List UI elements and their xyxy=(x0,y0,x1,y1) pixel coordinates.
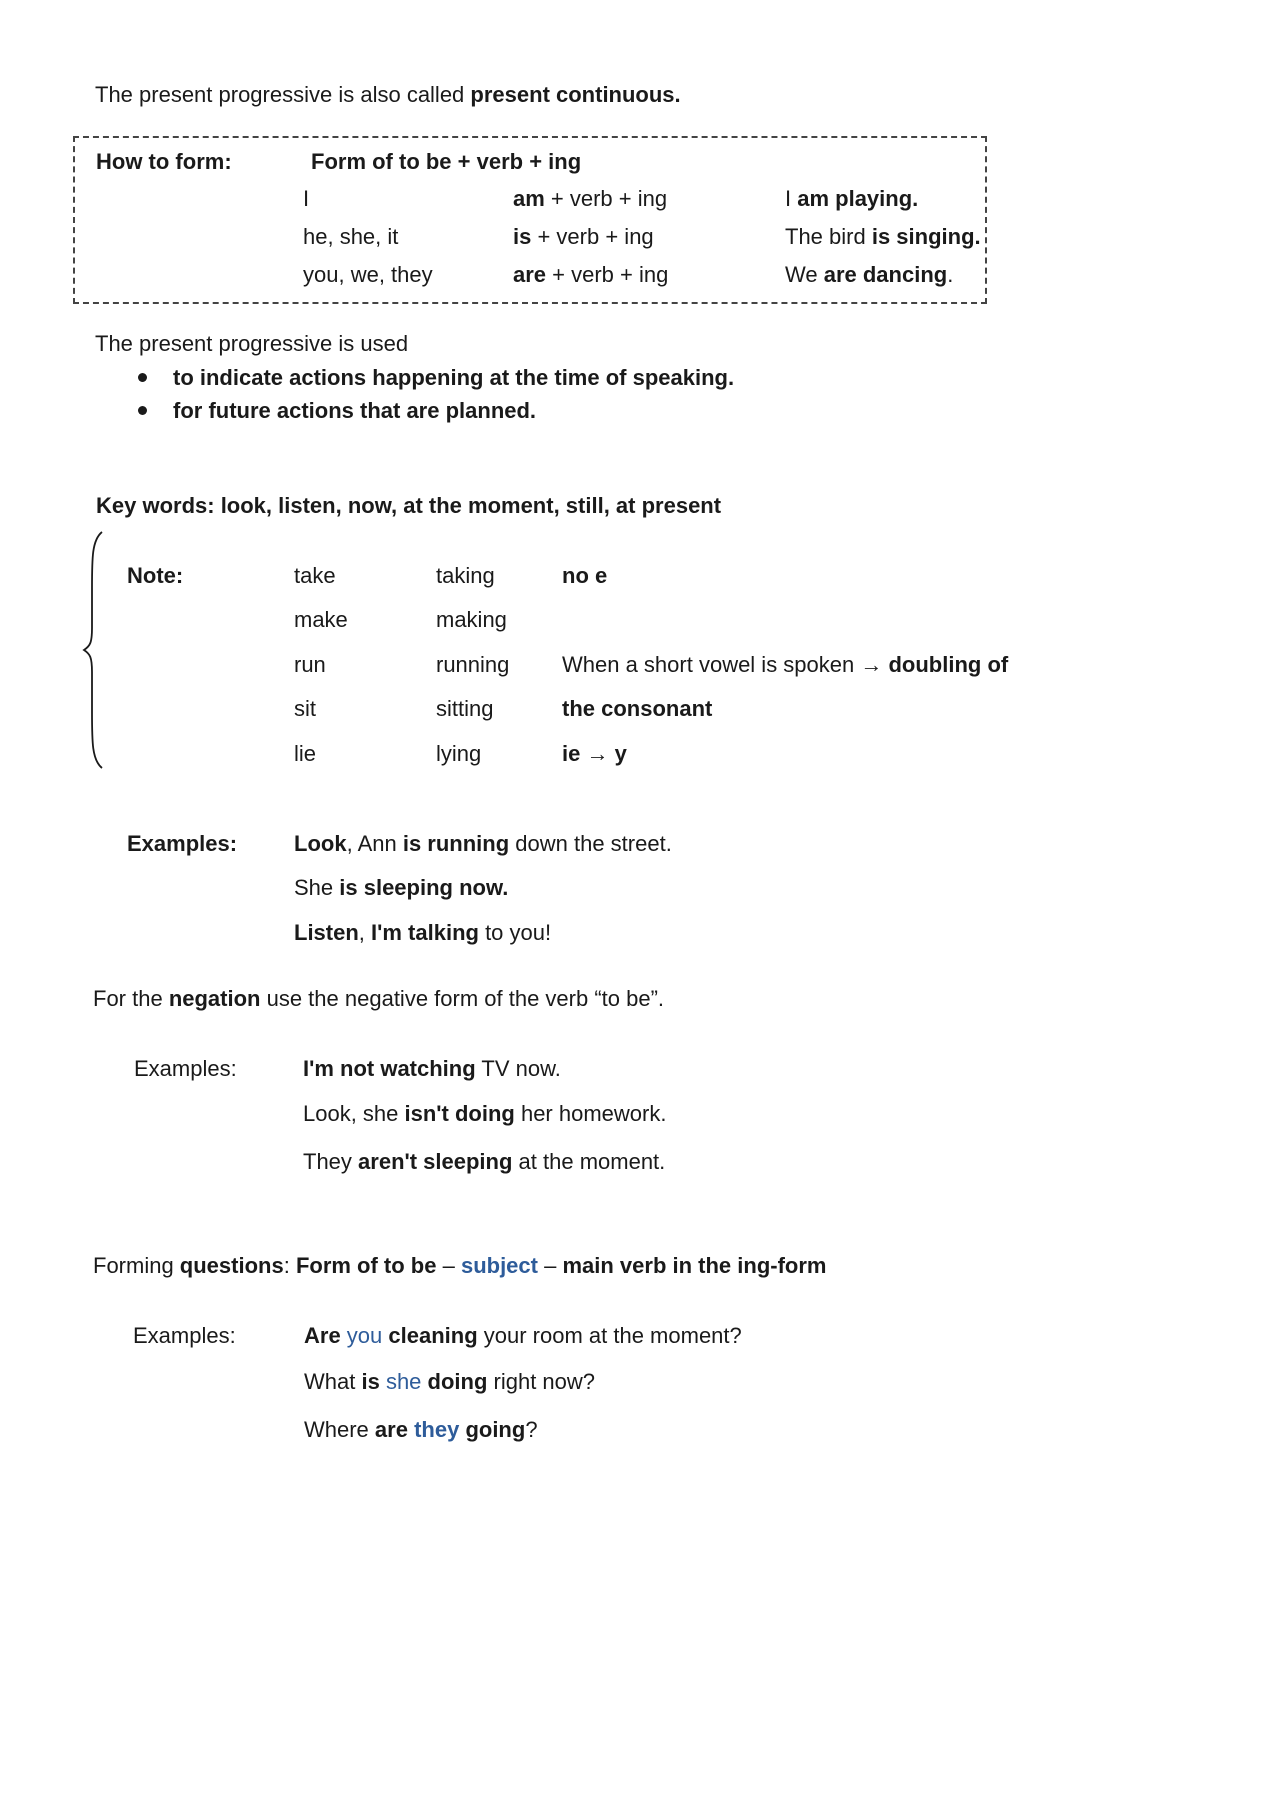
negation-rule: For the negation use the negative form of the verb “to be”. xyxy=(93,986,665,1011)
rule-is: is + verb + ing xyxy=(513,224,654,249)
note-base: take xyxy=(294,563,336,588)
questions-rule: Forming questions: Form of to be – subject – main verb in the ing-form xyxy=(93,1253,827,1278)
curly-brace-icon xyxy=(80,528,110,772)
bullet-icon xyxy=(138,406,147,415)
example-question: Are you cleaning your room at the moment? xyxy=(304,1323,742,1348)
subject-he-she-it: he, she, it xyxy=(303,224,399,249)
note-rule: ie → y xyxy=(562,741,627,766)
usage-bullet-1: to indicate actions happening at the time of speaking. xyxy=(173,365,735,390)
note-ing: lying xyxy=(436,741,482,766)
note-base: lie xyxy=(294,741,317,766)
note-ing: sitting xyxy=(436,696,494,721)
subject-i: I xyxy=(303,186,310,211)
example-sentence: Listen, I'm talking to you! xyxy=(294,920,552,945)
note-ing: taking xyxy=(436,563,495,588)
note-base: make xyxy=(294,607,348,632)
example-question: What is she doing right now? xyxy=(304,1369,596,1394)
examples-label: Examples: xyxy=(134,1056,237,1081)
usage-bullet-2: for future actions that are planned. xyxy=(173,398,537,423)
note-base: run xyxy=(294,652,326,677)
rule-am: am + verb + ing xyxy=(513,186,668,211)
example-question: Where are they going? xyxy=(304,1417,538,1442)
example-sentence: They aren't sleeping at the moment. xyxy=(303,1149,666,1174)
example-am-playing: I am playing. xyxy=(785,186,919,211)
note-label: Note: xyxy=(127,563,184,588)
example-sentence: Look, Ann is running down the street. xyxy=(294,831,672,856)
note-ing: making xyxy=(436,607,507,632)
example-sentence: She is sleeping now. xyxy=(294,875,509,900)
examples-label: Examples: xyxy=(133,1323,236,1348)
key-words: Key words: look, listen, now, at the moment, still, at present xyxy=(96,493,722,518)
subject-you-we-they: you, we, they xyxy=(303,262,433,287)
how-to-form-label: How to form: xyxy=(96,149,232,174)
note-base: sit xyxy=(294,696,316,721)
note-rule: the consonant xyxy=(562,696,713,721)
example-is-singing: The bird is singing. xyxy=(785,224,981,249)
rule-are: are + verb + ing xyxy=(513,262,669,287)
form-heading: Form of to be + verb + ing xyxy=(311,149,582,174)
example-are-dancing: We are dancing. xyxy=(785,262,954,287)
example-sentence: Look, she isn't doing her homework. xyxy=(303,1101,667,1126)
example-sentence: I'm not watching TV now. xyxy=(303,1056,561,1081)
note-rule-doubling: When a short vowel is spoken → doubling of xyxy=(562,652,1009,677)
usage-intro: The present progressive is used xyxy=(95,331,409,356)
intro-line: The present progressive is also called present continuous. xyxy=(95,82,681,107)
note-ing: running xyxy=(436,652,510,677)
examples-label: Examples: xyxy=(127,831,238,856)
bullet-icon xyxy=(138,373,147,382)
note-rule: no e xyxy=(562,563,608,588)
